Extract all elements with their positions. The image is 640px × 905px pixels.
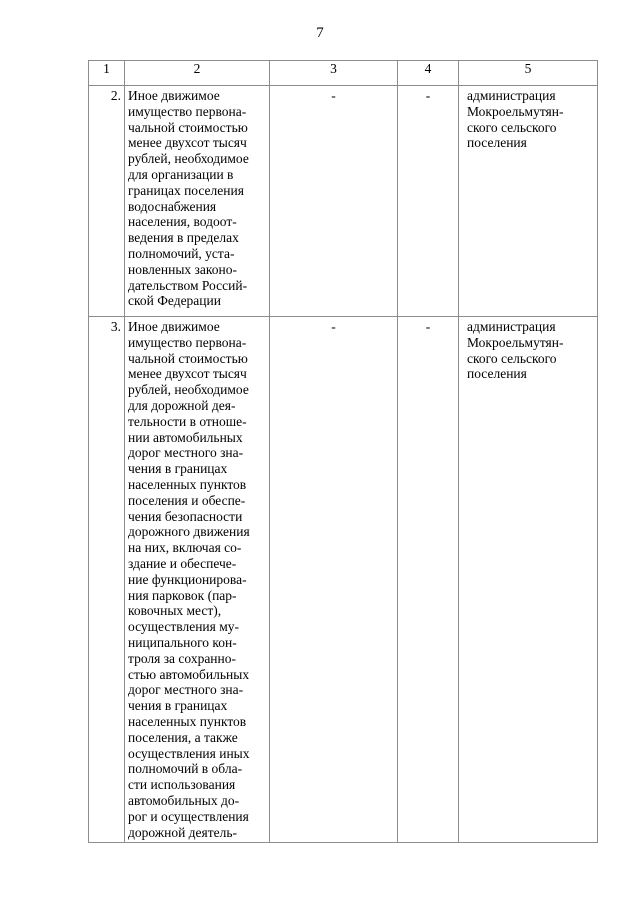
- description-line: населенных пунктов: [128, 713, 247, 729]
- description-line: здание и обеспече-: [128, 555, 237, 571]
- column-4-value: -: [398, 86, 459, 317]
- description-line: поселения, а также: [128, 729, 238, 745]
- holder-line: ского сельского: [467, 350, 557, 366]
- holder-line: поселения: [467, 366, 527, 382]
- description-line: стью автомобильных: [128, 666, 250, 682]
- description-line: населенных пунктов: [128, 476, 247, 492]
- description-line: для дорожной дея-: [128, 397, 236, 413]
- description-line: границах поселения: [128, 182, 244, 198]
- table-row: [89, 86, 598, 317]
- description-line: дорог местного зна-: [128, 682, 244, 698]
- column-3-value: -: [270, 86, 398, 317]
- rights-holder: [459, 86, 598, 317]
- description-line: Иное движимое: [128, 88, 220, 103]
- description-line: дорожного движения: [128, 524, 250, 540]
- column-header: 4: [398, 61, 459, 86]
- description-line: чения безопасности: [128, 508, 243, 524]
- column-4-value: -: [398, 317, 459, 843]
- property-table: [88, 60, 598, 843]
- description-line: автомобильных до-: [128, 792, 240, 808]
- description-line: ние функционирова-: [128, 571, 247, 587]
- description-line: для организации в: [128, 166, 234, 182]
- table-header-row: [89, 61, 598, 86]
- description-line: полномочий, уста-: [128, 245, 235, 261]
- description-line: ской Федерации: [128, 293, 221, 309]
- table-row: [89, 317, 598, 843]
- description-line: дорожной деятель-: [128, 824, 238, 840]
- description-line: рублей, необходимое: [128, 151, 249, 167]
- description-line: поселения и обеспе-: [128, 492, 246, 508]
- description-line: чальной стоимостью: [128, 119, 248, 135]
- column-header: 2: [125, 61, 270, 86]
- description-line: на них, включая со-: [128, 540, 242, 556]
- description-line: чальной стоимостью: [128, 350, 248, 366]
- description-line: новленных законо-: [128, 261, 237, 277]
- description-line: чения в границах: [128, 698, 228, 714]
- holder-line: ского сельского: [467, 119, 557, 135]
- column-header: 5: [459, 61, 598, 86]
- column-header: 3: [270, 61, 398, 86]
- description-line: дательством Россий-: [128, 277, 248, 293]
- holder-line: администрация: [467, 88, 556, 103]
- row-description: [125, 317, 270, 843]
- description-line: населения, водоот-: [128, 214, 237, 230]
- row-number: 2.: [89, 86, 125, 317]
- description-line: осуществления му-: [128, 619, 240, 635]
- description-line: троля за сохранно-: [128, 650, 236, 666]
- description-line: сти использования: [128, 777, 236, 793]
- description-line: ведения в пределах: [128, 230, 239, 246]
- description-line: нии автомобильных: [128, 429, 243, 445]
- description-line: рублей, необходимое: [128, 382, 249, 398]
- description-line: ниципального кон-: [128, 634, 237, 650]
- description-line: дорог местного зна-: [128, 445, 244, 461]
- description-line: менее двухсот тысяч: [128, 135, 247, 151]
- description-line: менее двухсот тысяч: [128, 366, 247, 382]
- description-line: Иное движимое: [128, 319, 220, 334]
- description-line: полномочий в обла-: [128, 761, 243, 777]
- description-line: водоснабжения: [128, 198, 217, 214]
- description-line: ния парковок (пар-: [128, 587, 237, 603]
- description-line: осуществления иных: [128, 745, 250, 761]
- description-line: тельности в отноше-: [128, 413, 247, 429]
- description-line: рог и осуществления: [128, 808, 249, 824]
- column-3-value: -: [270, 317, 398, 843]
- column-header: 1: [89, 61, 125, 86]
- page-number: 7: [316, 25, 324, 41]
- row-description: [125, 86, 270, 317]
- holder-line: Мокроельмутян-: [467, 103, 564, 119]
- description-line: имущество первона-: [128, 334, 247, 350]
- holder-line: поселения: [467, 135, 527, 151]
- holder-line: администрация: [467, 319, 556, 334]
- description-line: ковочных мест),: [128, 603, 222, 619]
- rights-holder: [459, 317, 598, 843]
- description-line: чения в границах: [128, 461, 228, 477]
- holder-line: Мокроельмутян-: [467, 334, 564, 350]
- row-number: 3.: [89, 317, 125, 843]
- description-line: имущество первона-: [128, 103, 247, 119]
